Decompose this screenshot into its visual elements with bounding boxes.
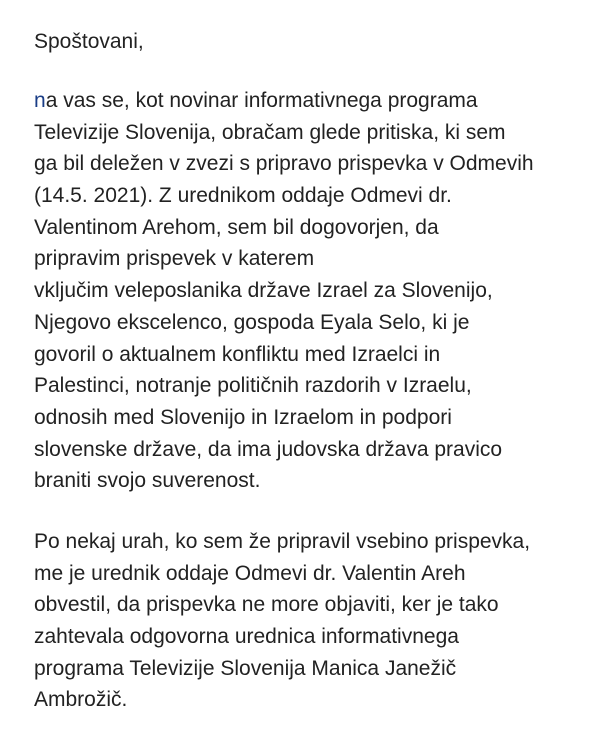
- paragraph-line: [34, 85, 534, 117]
- paragraph-line-text: a vas se, kot novinar informativnega programa: [45, 89, 478, 112]
- paragraph-line: me je urednik oddaje Odmevi dr. Valentin Areh: [34, 561, 466, 585]
- paragraph-line: Palestinci, notranje političnih razdorih v Izraelu,: [34, 374, 472, 398]
- paragraph-line: (14.5. 2021). Z urednikom oddaje Odmevi dr.: [34, 184, 452, 208]
- email-paragraph-2: [34, 526, 530, 716]
- paragraph-line: Ambrožič.: [34, 688, 128, 712]
- cursor-letter: n: [34, 89, 46, 112]
- paragraph-line: programa Televizije Slovenija Manica Janežič: [34, 656, 457, 680]
- email-paragraph-1: [34, 85, 534, 497]
- paragraph-line: zahtevala odgovorna urednica informativnega: [34, 625, 459, 649]
- paragraph-line: Njegovo ekscelenco, gospoda Eyala Selo, ki je: [34, 310, 470, 334]
- paragraph-line: ga bil deležen v zvezi s pripravo prispevka v Odmevih: [34, 152, 534, 176]
- paragraph-line: odnosih med Slovenijo in Izraelom in podpori: [34, 405, 452, 429]
- paragraph-line: pripravim prispevek v katerem: [34, 247, 315, 271]
- paragraph-line: Valentinom Arehom, sem bil dogovorjen, da: [34, 215, 439, 239]
- paragraph-line: Po nekaj urah, ko sem že pripravil vsebino prispevka,: [34, 530, 531, 553]
- paragraph-line: govoril o aktualnem konfliktu med Izraelci in: [34, 342, 441, 366]
- paragraph-line: slovenske države, da ima judovska država pravico: [34, 437, 503, 461]
- email-greeting: Spoštovani,: [34, 30, 144, 53]
- paragraph-line: braniti svojo suverenost.: [34, 469, 261, 493]
- paragraph-line: vključim veleposlanika države Izrael za Slovenijo,: [34, 279, 493, 303]
- paragraph-line: obvestil, da prispevka ne more objaviti, ker je tako: [34, 593, 499, 617]
- paragraph-line: Televizije Slovenija, obračam glede pritiska, ki sem: [34, 120, 506, 144]
